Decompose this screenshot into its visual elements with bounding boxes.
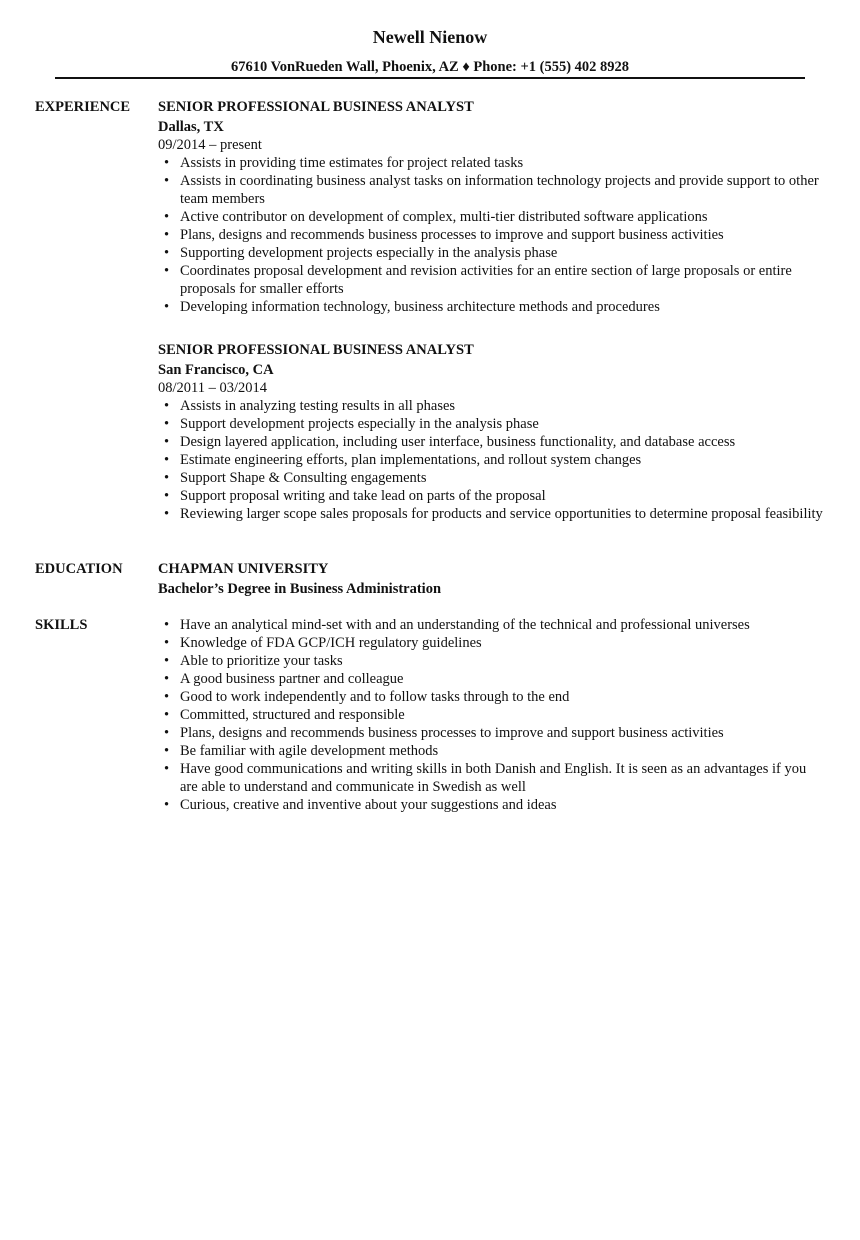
skills-list <box>158 616 825 814</box>
skill-item: • Plans, designs and recommends business processes to improve and support business activities <box>158 724 825 742</box>
section-heading: SKILLS <box>35 617 88 633</box>
experience-section <box>35 98 825 523</box>
skill-item: • Committed, structured and responsible <box>158 706 825 724</box>
job-bullets <box>158 397 825 523</box>
section-heading: EXPERIENCE <box>35 99 131 115</box>
bullet-item: • Reviewing larger scope sales proposals for products and service opportunities to determine proposal feasibility <box>158 505 825 523</box>
degree: Bachelor’s Degree in Business Administration <box>158 581 442 597</box>
job-entry <box>158 98 825 316</box>
skill-item: • Have an analytical mind-set with and an understanding of the technical and professional universes <box>158 616 825 634</box>
job-title: SENIOR PROFESSIONAL BUSINESS ANALYST <box>158 342 474 358</box>
bullet-item: • Plans, designs and recommends business processes to improve and support business activities <box>158 226 825 244</box>
skills-section <box>35 616 825 814</box>
candidate-name: Newell Nienow <box>372 27 488 47</box>
header-divider <box>55 77 805 79</box>
bullet-item: • Assists in coordinating business analyst tasks on information technology projects and provide support to other team members <box>158 172 825 208</box>
bullet-item: • Assists in analyzing testing results in all phases <box>158 397 825 415</box>
skill-item: • A good business partner and colleague <box>158 670 825 688</box>
bullet-item: • Supporting development projects especially in the analysis phase <box>158 244 825 262</box>
bullet-item: • Developing information technology, business architecture methods and procedures <box>158 298 825 316</box>
education-section <box>35 560 825 598</box>
job-dates: 08/2011 – 03/2014 <box>158 380 268 396</box>
bullet-item: • Estimate engineering efforts, plan implementations, and rollout system changes <box>158 451 825 469</box>
job-bullets <box>158 154 825 316</box>
job-location: San Francisco, CA <box>158 362 274 378</box>
job-entry <box>158 341 825 523</box>
skill-item: • Have good communications and writing skills in both Danish and English. It is seen as an advantages if you are able to understand and communicate in Swedish as well <box>158 760 825 796</box>
job-dates: 09/2014 – present <box>158 137 262 153</box>
skill-item: • Good to work independently and to follow tasks through to the end <box>158 688 825 706</box>
bullet-item: • Support Shape & Consulting engagements <box>158 469 825 487</box>
section-heading: EDUCATION <box>35 561 123 577</box>
job-location: Dallas, TX <box>158 119 224 135</box>
job-title: SENIOR PROFESSIONAL BUSINESS ANALYST <box>158 99 474 115</box>
skill-item: • Knowledge of FDA GCP/ICH regulatory guidelines <box>158 634 825 652</box>
contact-line: 67610 VonRueden Wall, Phoenix, AZ ♦ Phone: +1 (555) 402 8928 <box>230 59 630 75</box>
bullet-item: • Support development projects especially in the analysis phase <box>158 415 825 433</box>
bullet-item: • Assists in providing time estimates for project related tasks <box>158 154 825 172</box>
bullet-item: • Support proposal writing and take lead on parts of the proposal <box>158 487 825 505</box>
school-name: CHAPMAN UNIVERSITY <box>158 561 329 577</box>
skill-item: • Be familiar with agile development methods <box>158 742 825 760</box>
skill-item: • Curious, creative and inventive about your suggestions and ideas <box>158 796 825 814</box>
bullet-item: • Design layered application, including user interface, business functionality, and database access <box>158 433 825 451</box>
skill-item: • Able to prioritize your tasks <box>158 652 825 670</box>
bullet-item: • Coordinates proposal development and revision activities for an entire section of large proposals or entire proposals for smaller efforts <box>158 262 825 298</box>
bullet-item: • Active contributor on development of complex, multi-tier distributed software applications <box>158 208 825 226</box>
